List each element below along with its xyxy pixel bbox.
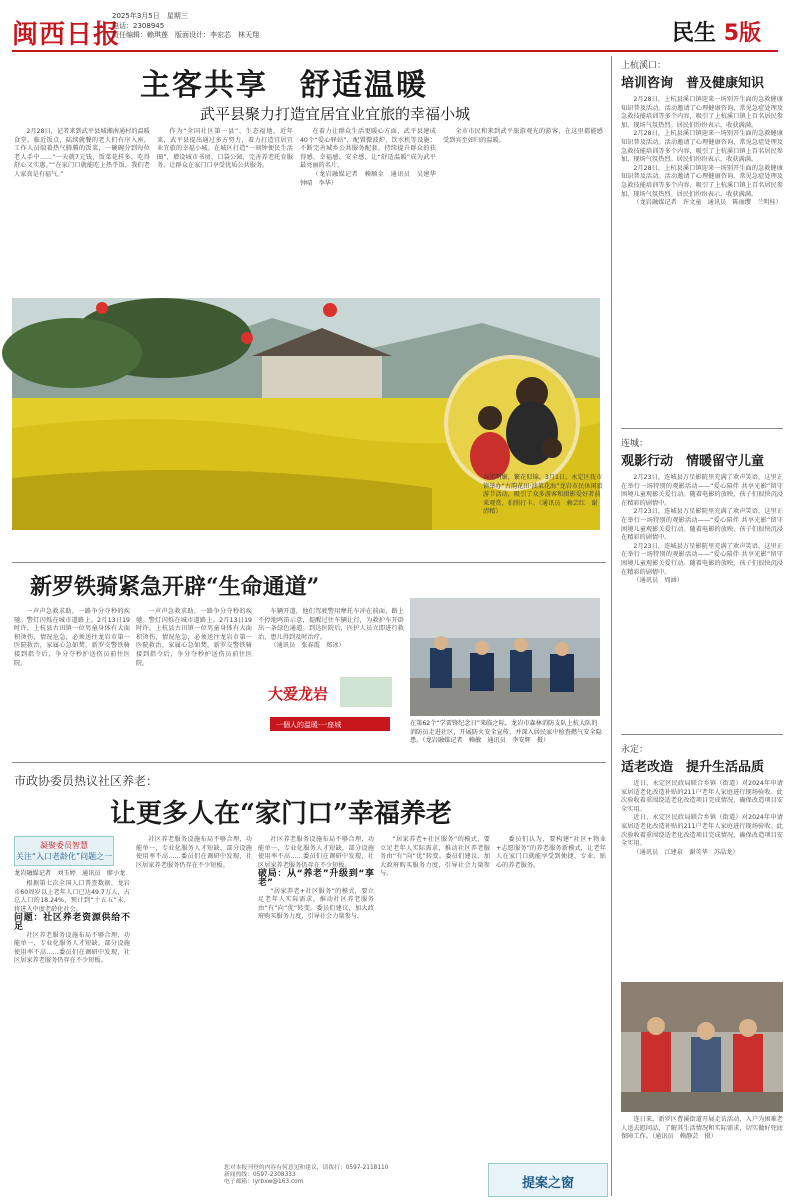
lead-col-1: 2月28日，记者来到武平县城湘南通村的温暖食堂。临近饭点，陆续就餐的老人们有序入座，工作人员端着热气腾腾的饭菜，一碗碗分到每位老人手中……“一天就7元钱，饭菜花样多，吃得舒心又实惠。”“在家门口就能吃上热乎饭，我们老人家真是有福气。” <box>14 128 150 178</box>
sidebar-rule-2 <box>621 734 783 735</box>
section-title <box>672 16 761 47</box>
s2-body: 2月23日，连城县万星影院里充满了欢声笑语，这里正在举行一场特别的观影活动——“爱心陪伴 共享光影”留守困境儿童观影关爱行动。随着电影的放映，孩子们很快沉浸在精彩的剧情中。 2月23日，连城县万星影院里充满了欢声笑语，这里正在举行一场特别的观影活动——“爱心陪伴 共享光影”留守困境儿童观影关爱行动。随着电影的放映，孩子们很快沉浸在精彩的剧情中。 2月23日，连城县万星影院里充满了欢声笑语，这里正在举行一场特别的观影活动——“爱心陪伴 共享光影”留守困境儿童观影关爱行动。随着电影的放映，孩子们很快沉浸在精彩的剧情中。 （通讯员 周涵） <box>621 474 783 585</box>
section-name: 民生 <box>672 21 717 46</box>
date-line: 2025年3月5日 星期三 <box>112 12 188 20</box>
volunteer-visit-illustration <box>621 982 783 1112</box>
s4-caption: 连日来，新罗区曹溪街道开展走访活动，入户为困难老人送去慰问品，了解其生活情况和实际需求，切实做好兜底保障工作。（通讯员 赖静芸 摄） <box>621 1116 783 1141</box>
dalongyan-emblem <box>260 665 400 740</box>
elder-headline: 让更多人在“家门口”幸福养老 <box>110 799 452 829</box>
lead-headline: 主客共享 舒适温暖 <box>140 68 428 103</box>
logo-subtext: 一個人的温暖·一座城 <box>276 721 342 729</box>
elder-kicker: 市政协委员热议社区养老： <box>14 774 159 788</box>
s2-headline: 观影行动 情暖留守儿童 <box>621 454 765 469</box>
sidebar-rule-1 <box>621 428 783 429</box>
committee-badge <box>14 836 114 866</box>
lead-col-4: 全市市民和来到武平旅游观光的游客，在这里都能感受到宾至如归的温暖。 <box>443 128 603 144</box>
footer-contact: 您对本报刊登的内容有何意见和建议，请拨打：0597-2118110 新闻热线：0597-2308333 电子邮箱：lyrbxw@163.com <box>224 1165 389 1185</box>
logo-text: 大爱龙岩 <box>268 685 329 703</box>
s1-headline: 培训咨询 普及健康知识 <box>621 76 765 91</box>
lead-subheadline: 武平县聚力打造宜居宜业宜旅的幸福小城 <box>200 105 471 123</box>
elder-byline: 龙岩融媒记者 刘玉婷 通讯员 廖小龙 <box>14 870 126 877</box>
ad-title: 提案之窗 <box>521 1176 574 1191</box>
s3-headline: 适老改造 提升生活品质 <box>621 760 765 775</box>
s2-place: 连城： <box>621 439 649 449</box>
editors-line: 责任编辑：赖琪莲 版面设计：李宏芯 林天翔 <box>112 31 259 39</box>
s3-body: 近日，永定区民政局联合乡镇（街道）对2024年申请家居适老化改造补贴的211户老年人家庭进行现场验收。此次验收着重围绕适老化改造项目完成情况，确保改造项目安全实用。 近日，永定区民政局联合乡镇（街道）对2024年申请家居适老化改造补贴的211户老年人家庭进行现场验收。此次验收着重围绕适老化改造项目完成情况，确保改造项目安全实用。 （通讯员 江建泉 谢英华 苏晶龙） <box>621 780 783 856</box>
elder-col-2: 社区养老服务设施布局不够合理，功能单一，专业化服务人才短缺，部分设施使用率不高……委员们在调研中发现，社区居家养老服务仍存在不少短板。 <box>136 836 252 869</box>
s1-body: 2月28日，上杭县溪口镇迎来一场别开生面的急救健康知识普及活动。活动邀请了心理健康咨询、常见急症处理及急救技能培训等多个内容，吸引了上杭溪口镇上百名居民参加，现场气氛热烈。居民们纷纷表示，收获满满。 2月28日，上杭县溪口镇迎来一场别开生面的急救健康知识普及活动。活动邀请了心理健康咨询、常见急症处理及急救技能培训等多个内容，吸引了上杭溪口镇上百名居民参加，现场气氛热烈。居民们纷纷表示，收获满满。 2月28日，上杭县溪口镇迎来一场别开生面的急救健康知识普及活动。活动邀请了心理健康咨询、常见急症处理及急救技能培训等多个内容，吸引了上杭溪口镇上百名居民参加，现场气氛热烈。居民们纷纷表示，收获满满。 （龙岩融媒记者 许文童 通讯员 陈丽缨 兰明桂） <box>621 96 783 207</box>
masthead-info <box>112 12 352 41</box>
rail-col-2: 一声声急救求助，一路争分夺秒的疾驰。警灯闪烁在城市道路上。2月13日19时许，上杭县古田镇一位男童身体有大面积烫伤，情况危急，必须送往龙岩市第一医院救治，家属心急如焚，新罗交警铁骑接到指令后，争分夺秒护送伤员前往医院。 <box>136 608 252 667</box>
divider-rule <box>12 562 606 563</box>
rail-headline: 新罗铁骑紧急开辟“生命通道” <box>30 574 320 600</box>
elder-col-4: “居家养老+社区服务”的模式，要立足老年人实际需求，推动社区养老服务由“有”向“优”转变。委员们建议，加大政府购买服务力度，引导社会力量参与。 <box>380 836 490 878</box>
phone-line: 电话：2308945 <box>112 21 165 30</box>
rail-col-3: 车辆开道，他们驾驶警用摩托车冲在前面，路上不停地鸣笛示意，提醒过往车辆让行，为救护车开辟出一条绿色通道。到达医院后，医护人员立即进行救治，患儿得到及时治疗。 （通讯员 张春霞 郑冰） <box>258 608 404 650</box>
firefighters-illustration <box>410 598 600 716</box>
badge-title: 凝聚委员智慧 <box>40 841 88 850</box>
badge-subtitle: 关注“入口老龄化”问题之一 <box>15 852 113 861</box>
s3-place: 永定： <box>621 745 649 755</box>
elder-col-5: 委员们认为，要构建“社区+物业+志愿服务”的养老服务新模式，让老年人在家门口就能享受到便捷、专业、贴心的养老服务。 <box>496 836 606 869</box>
elder-col-1: 根据第七次全国人口普查数据，龙岩市60周岁以上老年人口已达49.7万人，占总人口的18.24%，预计到“十五五”末，将进入中度老龄化社会。 问题：社区养老资源供给不足 社区养老服务设施布局不够合理，功能单一，专业化服务人才短缺，部分设施使用率不高……委员们在调研中发现，社区居家养老服务仍存在不少短板。 <box>14 880 130 965</box>
lead-photo-caption: 春光明媚，繁花似锦。3月1日，永定区抚市镇举办“古韵花田·油菜花海”龙岩市民休闲旅游节活动，吸引了众多游客和摄影爱好者前来观赏、拍照打卡。（通讯员 赖芸红 谢清精） <box>483 474 603 516</box>
dalongyan-logo <box>260 665 400 740</box>
page-number: 5版 <box>723 21 761 46</box>
column-divider <box>611 56 612 1196</box>
divider-rule-2 <box>12 762 606 763</box>
firefighter-caption: 在第62个“学雷锋纪念日”来临之际，龙岩市森林消防支队上杭大队的消防员走进社区，开展防火安全宣传，并深入居民家中检查燃气安全隐患。（龙岩融媒记者 赖敏 通讯员 李安辉 摄） <box>410 720 602 745</box>
firefighter-photo <box>410 598 600 716</box>
s1-place: 上杭溪口： <box>621 61 667 71</box>
elder-col-3: 社区养老服务设施布局不够合理，功能单一，专业化服务人才短缺，部分设施使用率不高……委员们在调研中发现，社区居家养老服务仍存在不少短板。 破局：从“养老”升级到“享老” “居家养老+社区服务”的模式，要立足老年人实际需求，推动社区养老服务由“有”向“优”转变。委员们建议，加大政府购买服务力度，引导社会力量参与。 <box>258 836 374 921</box>
rail-col-1: 一声声急救求助，一路争分夺秒的疾驰。警灯闪烁在城市道路上。2月13日19时许，上杭县古田镇一位男童身体有大面积烫伤，情况危急，必须送往龙岩市第一医院救治，家属心急如焚，新罗交警铁骑接到指令后，争分夺秒护送伤员前往医院。 <box>14 608 130 667</box>
header-rule <box>12 50 778 52</box>
lead-col-3: 在着力让群众生活更暖心方面，武平县建成40个“爱心驿站”，配置微波炉、饮水机等设施；不断完善城乡公共服务配套，持续提升群众的获得感、幸福感、安全感，让“舒适温暖”成为武平最亮丽的名片。 （龙岩融媒记者 赖顺金 通讯员 吴建华 钟晴 李华） <box>300 128 443 187</box>
lead-col-2: 作为“全国社区第一县”、生态福地，近年来，武平县提出通过多方努力，着力打造宜居宜业宜旅的幸福小城。在城区打造“一刻钟便民生活圈”，增设城市书房、口袋公园，完善养老托育服务，让群众在家门口享受优质公共服务。 <box>157 128 293 170</box>
masthead-logo: 闽西日报 <box>12 20 121 50</box>
proposal-window-ad <box>488 1163 608 1197</box>
s4-photo <box>621 982 783 1112</box>
